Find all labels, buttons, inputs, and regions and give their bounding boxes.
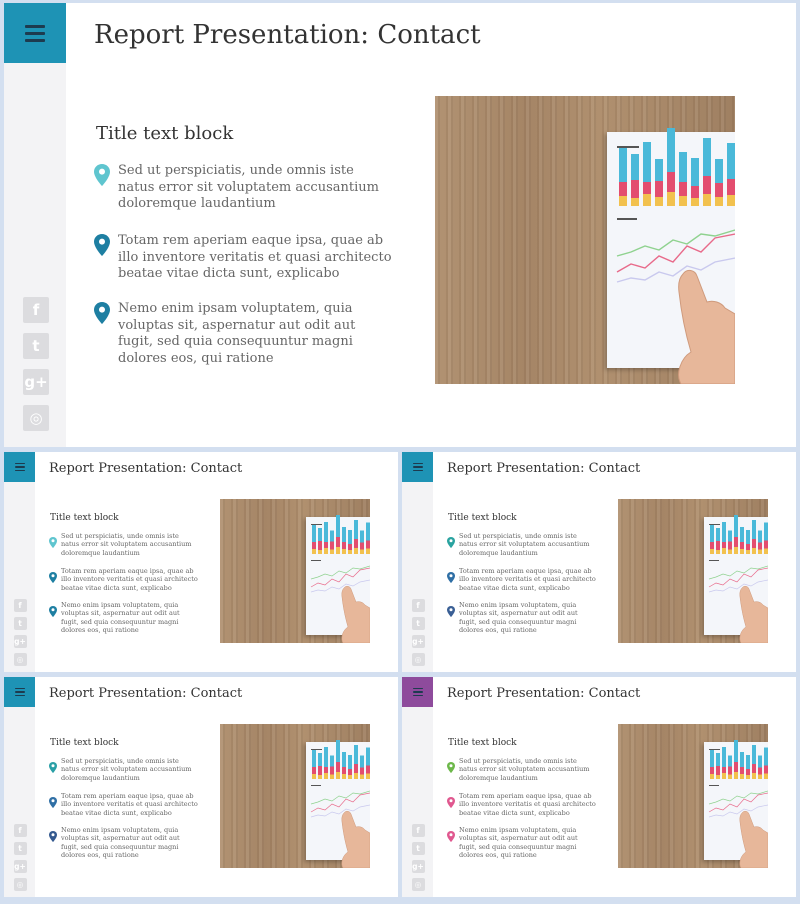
printed-line: [709, 566, 768, 579]
page-title: Report Presentation: Contact: [447, 460, 641, 476]
menu-button[interactable]: [4, 3, 66, 63]
printed-bar: [746, 544, 750, 550]
printed-line: [709, 805, 768, 817]
bullet-text: Nemo enim ipsam voluptatem, quia voluptas sit, aspernatur aut odit aut fugit, sed quia consequuntur magni dolores eos, qui ratione: [118, 301, 356, 366]
printed-bar: [710, 525, 714, 542]
report-photo: [618, 724, 768, 868]
location-pin-icon: [49, 602, 57, 613]
printed-bar: [722, 522, 726, 542]
printed-line: [311, 580, 370, 592]
printed-bar: [312, 750, 316, 767]
instagram-icon[interactable]: ◎: [14, 653, 27, 666]
printed-bar: [619, 196, 627, 206]
printed-chart-graphic: [618, 499, 768, 643]
block-title: Title text block: [50, 512, 119, 523]
printed-bar: [336, 515, 340, 537]
printed-bar: [716, 541, 720, 550]
printed-bar: [727, 143, 735, 179]
printed-bar: [716, 766, 720, 775]
printed-bar: [740, 527, 744, 542]
printed-bar: [752, 548, 756, 554]
location-pin-icon: [447, 533, 455, 544]
contact-bullet: [94, 163, 394, 213]
instagram-icon[interactable]: ◎: [23, 405, 49, 431]
printed-bar: [734, 537, 738, 547]
contact-bullet: [447, 792, 597, 817]
google-plus-icon[interactable]: g+: [412, 862, 424, 871]
printed-bar: [758, 774, 762, 779]
location-pin-icon: [447, 758, 455, 769]
printed-bar: [366, 522, 370, 540]
printed-chart-graphic: [220, 724, 370, 868]
menu-button[interactable]: [402, 452, 433, 482]
facebook-icon[interactable]: f: [412, 599, 425, 612]
printed-bar: [703, 194, 711, 206]
printed-bar: [360, 530, 364, 542]
printed-bar: [746, 755, 750, 769]
printed-bar: [703, 138, 711, 176]
printed-bar: [312, 767, 316, 774]
bullet-text: Nemo enim ipsam voluptatem, quia voluptas sit, aspernatur aut odit aut fugit, sed quia consequuntur magni dolores eos, qui ratione: [61, 601, 180, 634]
bullet-text: Totam rem aperiam eaque ipsa, quae ab illo inventore veritatis et quasi architecto beatae vitae dicta sunt, explicabo: [61, 792, 198, 817]
printed-line: [311, 568, 370, 587]
hamburger-icon: [413, 463, 423, 472]
google-plus-icon[interactable]: g+: [23, 369, 49, 395]
hamburger-icon: [15, 463, 25, 472]
printed-bar: [703, 176, 711, 194]
contact-bullet: [49, 826, 199, 859]
twitter-icon[interactable]: t: [412, 617, 425, 630]
page-title: Report Presentation: Contact: [94, 20, 481, 50]
printed-bar: [722, 548, 726, 554]
paper-caption-line: [311, 785, 321, 786]
printed-bar: [324, 542, 328, 548]
pointing-hand: [739, 811, 767, 868]
printed-bar: [312, 774, 316, 779]
location-pin-icon: [49, 827, 57, 838]
printed-bar: [764, 747, 768, 765]
location-pin-icon: [49, 533, 57, 544]
location-pin-icon: [94, 302, 110, 324]
paper-caption-line: [311, 560, 321, 561]
printed-bar: [710, 774, 714, 779]
menu-button[interactable]: [4, 452, 35, 482]
printed-chart-graphic: [435, 96, 735, 384]
facebook-icon[interactable]: f: [14, 599, 27, 612]
printed-bar: [330, 755, 334, 766]
printed-bar: [710, 549, 714, 554]
printed-line: [709, 568, 768, 587]
printed-bar: [716, 528, 720, 541]
printed-bar: [330, 541, 334, 549]
printed-bar: [740, 542, 744, 549]
slide-thumb-3[interactable]: [4, 677, 398, 897]
block-title: Title text block: [50, 737, 119, 748]
printed-bar: [619, 148, 627, 182]
printed-bar: [728, 774, 732, 779]
printed-bar: [354, 520, 358, 539]
printed-bar: [716, 550, 720, 554]
printed-line: [311, 566, 370, 579]
bullet-text: Sed ut perspiciatis, unde omnis iste natus error sit voluptatem accusantium doloremque laudantium: [61, 757, 192, 782]
printed-bar: [727, 179, 735, 195]
contact-bullet: [49, 601, 199, 634]
contact-bullet: [447, 826, 597, 859]
printed-bar: [643, 142, 651, 182]
printed-bar: [324, 548, 328, 554]
twitter-icon[interactable]: t: [23, 333, 49, 359]
paper-caption-line: [311, 749, 322, 750]
printed-bar: [758, 549, 762, 554]
printed-bar: [631, 154, 639, 180]
printed-bar: [679, 182, 687, 196]
google-plus-icon[interactable]: g+: [14, 862, 26, 871]
contact-bullet: [94, 301, 394, 367]
printed-bar: [667, 172, 675, 192]
printed-bar: [360, 542, 364, 549]
printed-bar: [715, 183, 723, 197]
printed-bar: [631, 180, 639, 198]
location-pin-icon: [447, 568, 455, 579]
printed-bar: [354, 548, 358, 554]
facebook-icon[interactable]: f: [412, 824, 425, 837]
printed-bar: [715, 197, 723, 206]
printed-bar: [667, 192, 675, 206]
printed-bar: [643, 194, 651, 206]
printed-bar: [643, 182, 651, 194]
report-photo: [220, 724, 370, 868]
printed-bar: [330, 774, 334, 779]
report-photo: [435, 96, 735, 384]
hamburger-icon: [413, 688, 423, 697]
printed-line: [617, 230, 735, 256]
printed-bar: [312, 542, 316, 549]
printed-bar: [318, 775, 322, 779]
printed-bar: [764, 765, 768, 773]
pointing-hand: [341, 586, 369, 643]
printed-bar: [354, 764, 358, 773]
page-title: Report Presentation: Contact: [49, 685, 243, 701]
paper-caption-line: [709, 749, 720, 750]
paper-caption-line: [617, 218, 637, 220]
report-photo: [618, 499, 768, 643]
paper-caption-line: [709, 524, 720, 525]
block-title: Title text block: [448, 737, 517, 748]
printed-bar: [330, 530, 334, 541]
printed-bar: [336, 547, 340, 554]
printed-bar: [746, 775, 750, 779]
printed-bar: [728, 530, 732, 541]
bullet-text: Totam rem aperiam eaque ipsa, quae ab illo inventore veritatis et quasi architecto beatae vitae dicta sunt, explicabo: [459, 792, 596, 817]
printed-bar: [336, 762, 340, 772]
printed-bar: [330, 549, 334, 554]
printed-bar: [348, 775, 352, 779]
printed-bar: [710, 542, 714, 549]
paper-caption-line: [617, 146, 639, 148]
printed-bar: [752, 539, 756, 548]
printed-bar: [740, 549, 744, 554]
bullet-text: Sed ut perspiciatis, unde omnis iste natus error sit voluptatem accusantium doloremque laudantium: [459, 532, 590, 557]
pointing-hand: [679, 270, 735, 384]
social-links: [412, 824, 425, 896]
printed-bar: [722, 747, 726, 767]
printed-line: [709, 793, 768, 812]
printed-bar: [348, 769, 352, 775]
printed-bar: [655, 197, 663, 206]
printed-bar: [679, 152, 687, 182]
printed-bar: [716, 775, 720, 779]
printed-bar: [348, 530, 352, 544]
contact-bullet: [447, 567, 597, 592]
location-pin-icon: [94, 234, 110, 256]
report-photo: [220, 499, 370, 643]
printed-bar: [734, 547, 738, 554]
contact-bullet: [49, 792, 199, 817]
paper-caption-line: [709, 560, 719, 561]
printed-bar: [740, 774, 744, 779]
printed-bar: [691, 158, 699, 186]
facebook-icon[interactable]: f: [14, 824, 27, 837]
printed-bar: [722, 767, 726, 773]
printed-line: [617, 258, 735, 282]
printed-bar: [336, 740, 340, 762]
social-links: [23, 297, 49, 441]
bullet-text: Sed ut perspiciatis, unde omnis iste natus error sit voluptatem accusantium doloremque laudantium: [459, 757, 590, 782]
location-pin-icon: [49, 793, 57, 804]
bullet-text: Totam rem aperiam eaque ipsa, quae ab illo inventore veritatis et quasi architecto beatae vitae dicta sunt, explicabo: [61, 567, 198, 592]
printed-bar: [715, 159, 723, 183]
contact-bullet: [447, 532, 597, 557]
printed-bar: [318, 766, 322, 775]
printed-bar: [330, 766, 334, 774]
bullet-text: Nemo enim ipsam voluptatem, quia voluptas sit, aspernatur aut odit aut fugit, sed quia consequuntur magni dolores eos, qui ratione: [459, 826, 578, 859]
page-title: Report Presentation: Contact: [447, 685, 641, 701]
bullet-text: Sed ut perspiciatis, unde omnis iste natus error sit voluptatem accusantium doloremque laudantium: [118, 163, 379, 211]
bullet-text: Sed ut perspiciatis, unde omnis iste natus error sit voluptatem accusantium doloremque laudantium: [61, 532, 192, 557]
printed-bar: [716, 753, 720, 766]
printed-line: [709, 791, 768, 804]
printed-line: [617, 234, 735, 272]
printed-line: [709, 580, 768, 592]
printed-bar: [360, 755, 364, 767]
printed-bar: [758, 542, 762, 549]
menu-button[interactable]: [4, 677, 35, 707]
printed-bar: [710, 750, 714, 767]
printed-bar: [752, 773, 756, 779]
printed-bar: [342, 752, 346, 767]
twitter-icon[interactable]: t: [14, 842, 27, 855]
printed-bar: [324, 773, 328, 779]
printed-bar: [619, 182, 627, 196]
twitter-icon[interactable]: t: [14, 617, 27, 630]
printed-bar: [354, 773, 358, 779]
printed-bar: [360, 549, 364, 554]
social-links: [14, 824, 27, 896]
printed-bar: [764, 548, 768, 554]
printed-bar: [354, 745, 358, 764]
printed-bar: [740, 767, 744, 774]
printed-bar: [691, 198, 699, 206]
hamburger-icon: [15, 688, 25, 697]
printed-bar: [758, 755, 762, 767]
printed-bar: [324, 767, 328, 773]
printed-bar: [758, 530, 762, 542]
printed-bar: [728, 755, 732, 766]
printed-bar: [342, 549, 346, 554]
pointing-hand: [739, 586, 767, 643]
printed-bar: [722, 773, 726, 779]
printed-bar: [734, 740, 738, 762]
social-links: [412, 599, 425, 671]
block-title: Title text block: [448, 512, 517, 523]
location-pin-icon: [94, 164, 110, 186]
printed-bar: [342, 542, 346, 549]
printed-bar: [734, 515, 738, 537]
printed-bar: [727, 195, 735, 206]
google-plus-icon[interactable]: g+: [14, 637, 26, 646]
printed-bar: [734, 762, 738, 772]
slide-thumb-1[interactable]: [4, 452, 398, 672]
printed-bar: [758, 767, 762, 774]
printed-bar: [728, 549, 732, 554]
printed-bar: [312, 525, 316, 542]
printed-bar: [746, 550, 750, 554]
printed-bar: [318, 550, 322, 554]
printed-bar: [679, 196, 687, 206]
printed-bar: [752, 745, 756, 764]
printed-bar: [336, 772, 340, 779]
printed-bar: [722, 542, 726, 548]
printed-line: [311, 805, 370, 817]
location-pin-icon: [447, 793, 455, 804]
printed-bar: [318, 753, 322, 766]
printed-chart-graphic: [220, 499, 370, 643]
printed-bar: [342, 527, 346, 542]
instagram-icon[interactable]: ◎: [412, 653, 425, 666]
bullet-text: Nemo enim ipsam voluptatem, quia voluptas sit, aspernatur aut odit aut fugit, sed quia consequuntur magni dolores eos, qui ratione: [61, 826, 180, 859]
contact-bullet: [447, 757, 597, 782]
instagram-icon[interactable]: ◎: [412, 878, 425, 891]
printed-bar: [734, 772, 738, 779]
contact-bullet: [94, 233, 394, 283]
printed-bar: [764, 540, 768, 548]
printed-bar: [354, 539, 358, 548]
location-pin-icon: [447, 827, 455, 838]
location-pin-icon: [447, 602, 455, 613]
bullet-text: Totam rem aperiam eaque ipsa, quae ab illo inventore veritatis et quasi architecto beatae vitae dicta sunt, explicabo: [459, 567, 596, 592]
location-pin-icon: [49, 758, 57, 769]
printed-bar: [366, 747, 370, 765]
printed-bar: [746, 530, 750, 544]
contact-bullet: [49, 567, 199, 592]
bullet-text: Totam rem aperiam eaque ipsa, quae ab illo inventore veritatis et quasi architecto beatae vitae dicta sunt, explicabo: [118, 233, 392, 281]
printed-bar: [312, 549, 316, 554]
printed-bar: [691, 186, 699, 198]
slide-thumb-2[interactable]: [402, 452, 796, 672]
printed-line: [311, 793, 370, 812]
slide-main[interactable]: [4, 3, 796, 447]
printed-bar: [366, 773, 370, 779]
printed-bar: [764, 522, 768, 540]
printed-bar: [318, 528, 322, 541]
contact-bullet: [49, 532, 199, 557]
printed-bar: [746, 769, 750, 775]
printed-bar: [740, 752, 744, 767]
printed-bar: [348, 544, 352, 550]
social-links: [14, 599, 27, 671]
instagram-icon[interactable]: ◎: [14, 878, 27, 891]
pointing-hand: [341, 811, 369, 868]
printed-bar: [366, 765, 370, 773]
page-title: Report Presentation: Contact: [49, 460, 243, 476]
printed-bar: [324, 522, 328, 542]
printed-bar: [360, 774, 364, 779]
printed-line: [311, 791, 370, 804]
printed-bar: [366, 540, 370, 548]
printed-bar: [752, 520, 756, 539]
menu-button[interactable]: [402, 677, 433, 707]
paper-caption-line: [709, 785, 719, 786]
slide-thumb-4[interactable]: [402, 677, 796, 897]
printed-bar: [348, 755, 352, 769]
printed-bar: [342, 767, 346, 774]
printed-bar: [752, 764, 756, 773]
contact-bullet: [447, 601, 597, 634]
hamburger-icon: [25, 25, 45, 42]
printed-bar: [764, 773, 768, 779]
printed-bar: [655, 159, 663, 181]
bullet-text: Nemo enim ipsam voluptatem, quia voluptas sit, aspernatur aut odit aut fugit, sed quia consequuntur magni dolores eos, qui ratione: [459, 601, 578, 634]
paper-caption-line: [311, 524, 322, 525]
printed-bar: [342, 774, 346, 779]
printed-bar: [667, 128, 675, 172]
location-pin-icon: [49, 568, 57, 579]
printed-bar: [631, 198, 639, 206]
printed-bar: [336, 537, 340, 547]
facebook-icon[interactable]: f: [23, 297, 49, 323]
printed-bar: [318, 541, 322, 550]
twitter-icon[interactable]: t: [412, 842, 425, 855]
printed-bar: [366, 548, 370, 554]
printed-bar: [348, 550, 352, 554]
contact-bullet: [49, 757, 199, 782]
printed-chart-graphic: [618, 724, 768, 868]
printed-bar: [728, 766, 732, 774]
block-title: Title text block: [96, 123, 234, 144]
printed-bar: [360, 767, 364, 774]
google-plus-icon[interactable]: g+: [412, 637, 424, 646]
printed-bar: [324, 747, 328, 767]
printed-bar: [710, 767, 714, 774]
printed-bar: [728, 541, 732, 549]
printed-bar: [655, 181, 663, 197]
